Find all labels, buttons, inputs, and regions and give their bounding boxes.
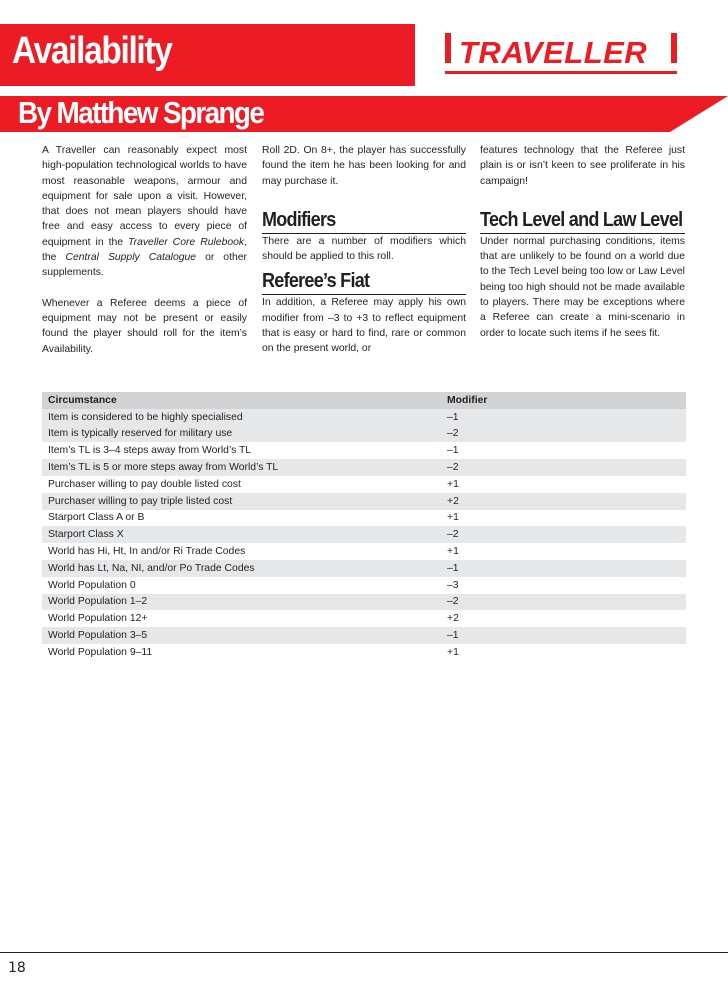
table-row: World has Lt, Na, NI, and/or Po Trade Codes –1 [42,560,686,577]
availability-paragraph: Whenever a Referee deems a piece of equipment may not be present or easily found the player should roll for the item’s Availability. [42,297,247,355]
table-row: World Population 9–11 +1 [42,644,686,661]
fiat-heading: Referee’s Fiat [262,270,370,293]
circumstance-header: Circumstance [42,392,441,409]
intro-paragraph: A Traveller can reasonably expect most high-population technological worlds to have most reasonable weapons, armour and equipment for sale upon a visit. However, that does not mean players should have free and easy access to every piece of equipment in the Traveller Core Rulebook, the Central Supply Catalogue or other supplements. [42,145,247,279]
table-row: World Population 1–2 –2 [42,594,686,611]
page-number: 18 [8,960,26,976]
table-row: Item’s TL is 5 or more steps away from World’s TL –2 [42,459,686,476]
table-row: World Population 12+ +2 [42,610,686,627]
table-row: Purchaser willing to pay triple listed cost +2 [42,493,686,510]
modifiers-heading: Modifiers [262,208,336,231]
table-header-row [42,392,686,409]
table-row: World has Hi, Ht, In and/or Ri Trade Codes +1 [42,543,686,560]
text-column-3 [480,143,685,341]
table-row: Starport Class A or B +1 [42,510,686,527]
core-rulebook-title: Traveller Core Rulebook [128,236,245,248]
table-row: Item is considered to be highly specialised –1 [42,409,686,426]
tech-law-paragraph: Under normal purchasing conditions, items that are unlikely to be found on a world due to the Tech Level being too low or Law Level being too high should not be made available to players. There may be exceptions where a Referee can create a mini-scenario in order to locate such items if he sees fit. [480,235,685,339]
text-column-1 [42,143,247,357]
page-title: Availability [12,30,172,72]
text-column-2 [262,143,466,357]
tech-law-heading: Tech Level and Law Level [480,208,683,231]
table-row: World Population 0 –3 [42,577,686,594]
table-row: Item’s TL is 3–4 steps away from World’s TL –1 [42,442,686,459]
logo-text: TRAVELLER [459,35,648,70]
roll-paragraph: Roll 2D. On 8+, the player has successfully found the item he has been looking for and may purchase it. [262,145,466,187]
table-row: World Population 3–5 –1 [42,627,686,644]
modifiers-table [42,392,686,661]
fiat-paragraph: In addition, a Referee may apply his own modifier from –3 to +3 to reflect equipment that is easy or hard to find, rare or common on the present world, or [262,297,466,355]
table-row: Item is typically reserved for military use –2 [42,426,686,443]
table-row: Starport Class X –2 [42,526,686,543]
campaign-paragraph: features technology that the Referee just plain is or isn’t keen to see proliferate in his campaign! [480,145,685,187]
supply-catalogue-title: Central Supply Catalogue [65,252,197,264]
modifier-header: Modifier [441,392,686,409]
table-row: Purchaser willing to pay double listed cost +1 [42,476,686,493]
byline: By Matthew Sprange [18,95,264,130]
footer-rule [0,952,728,953]
modifiers-paragraph: There are a number of modifiers which should be applied to this roll. [262,235,466,263]
